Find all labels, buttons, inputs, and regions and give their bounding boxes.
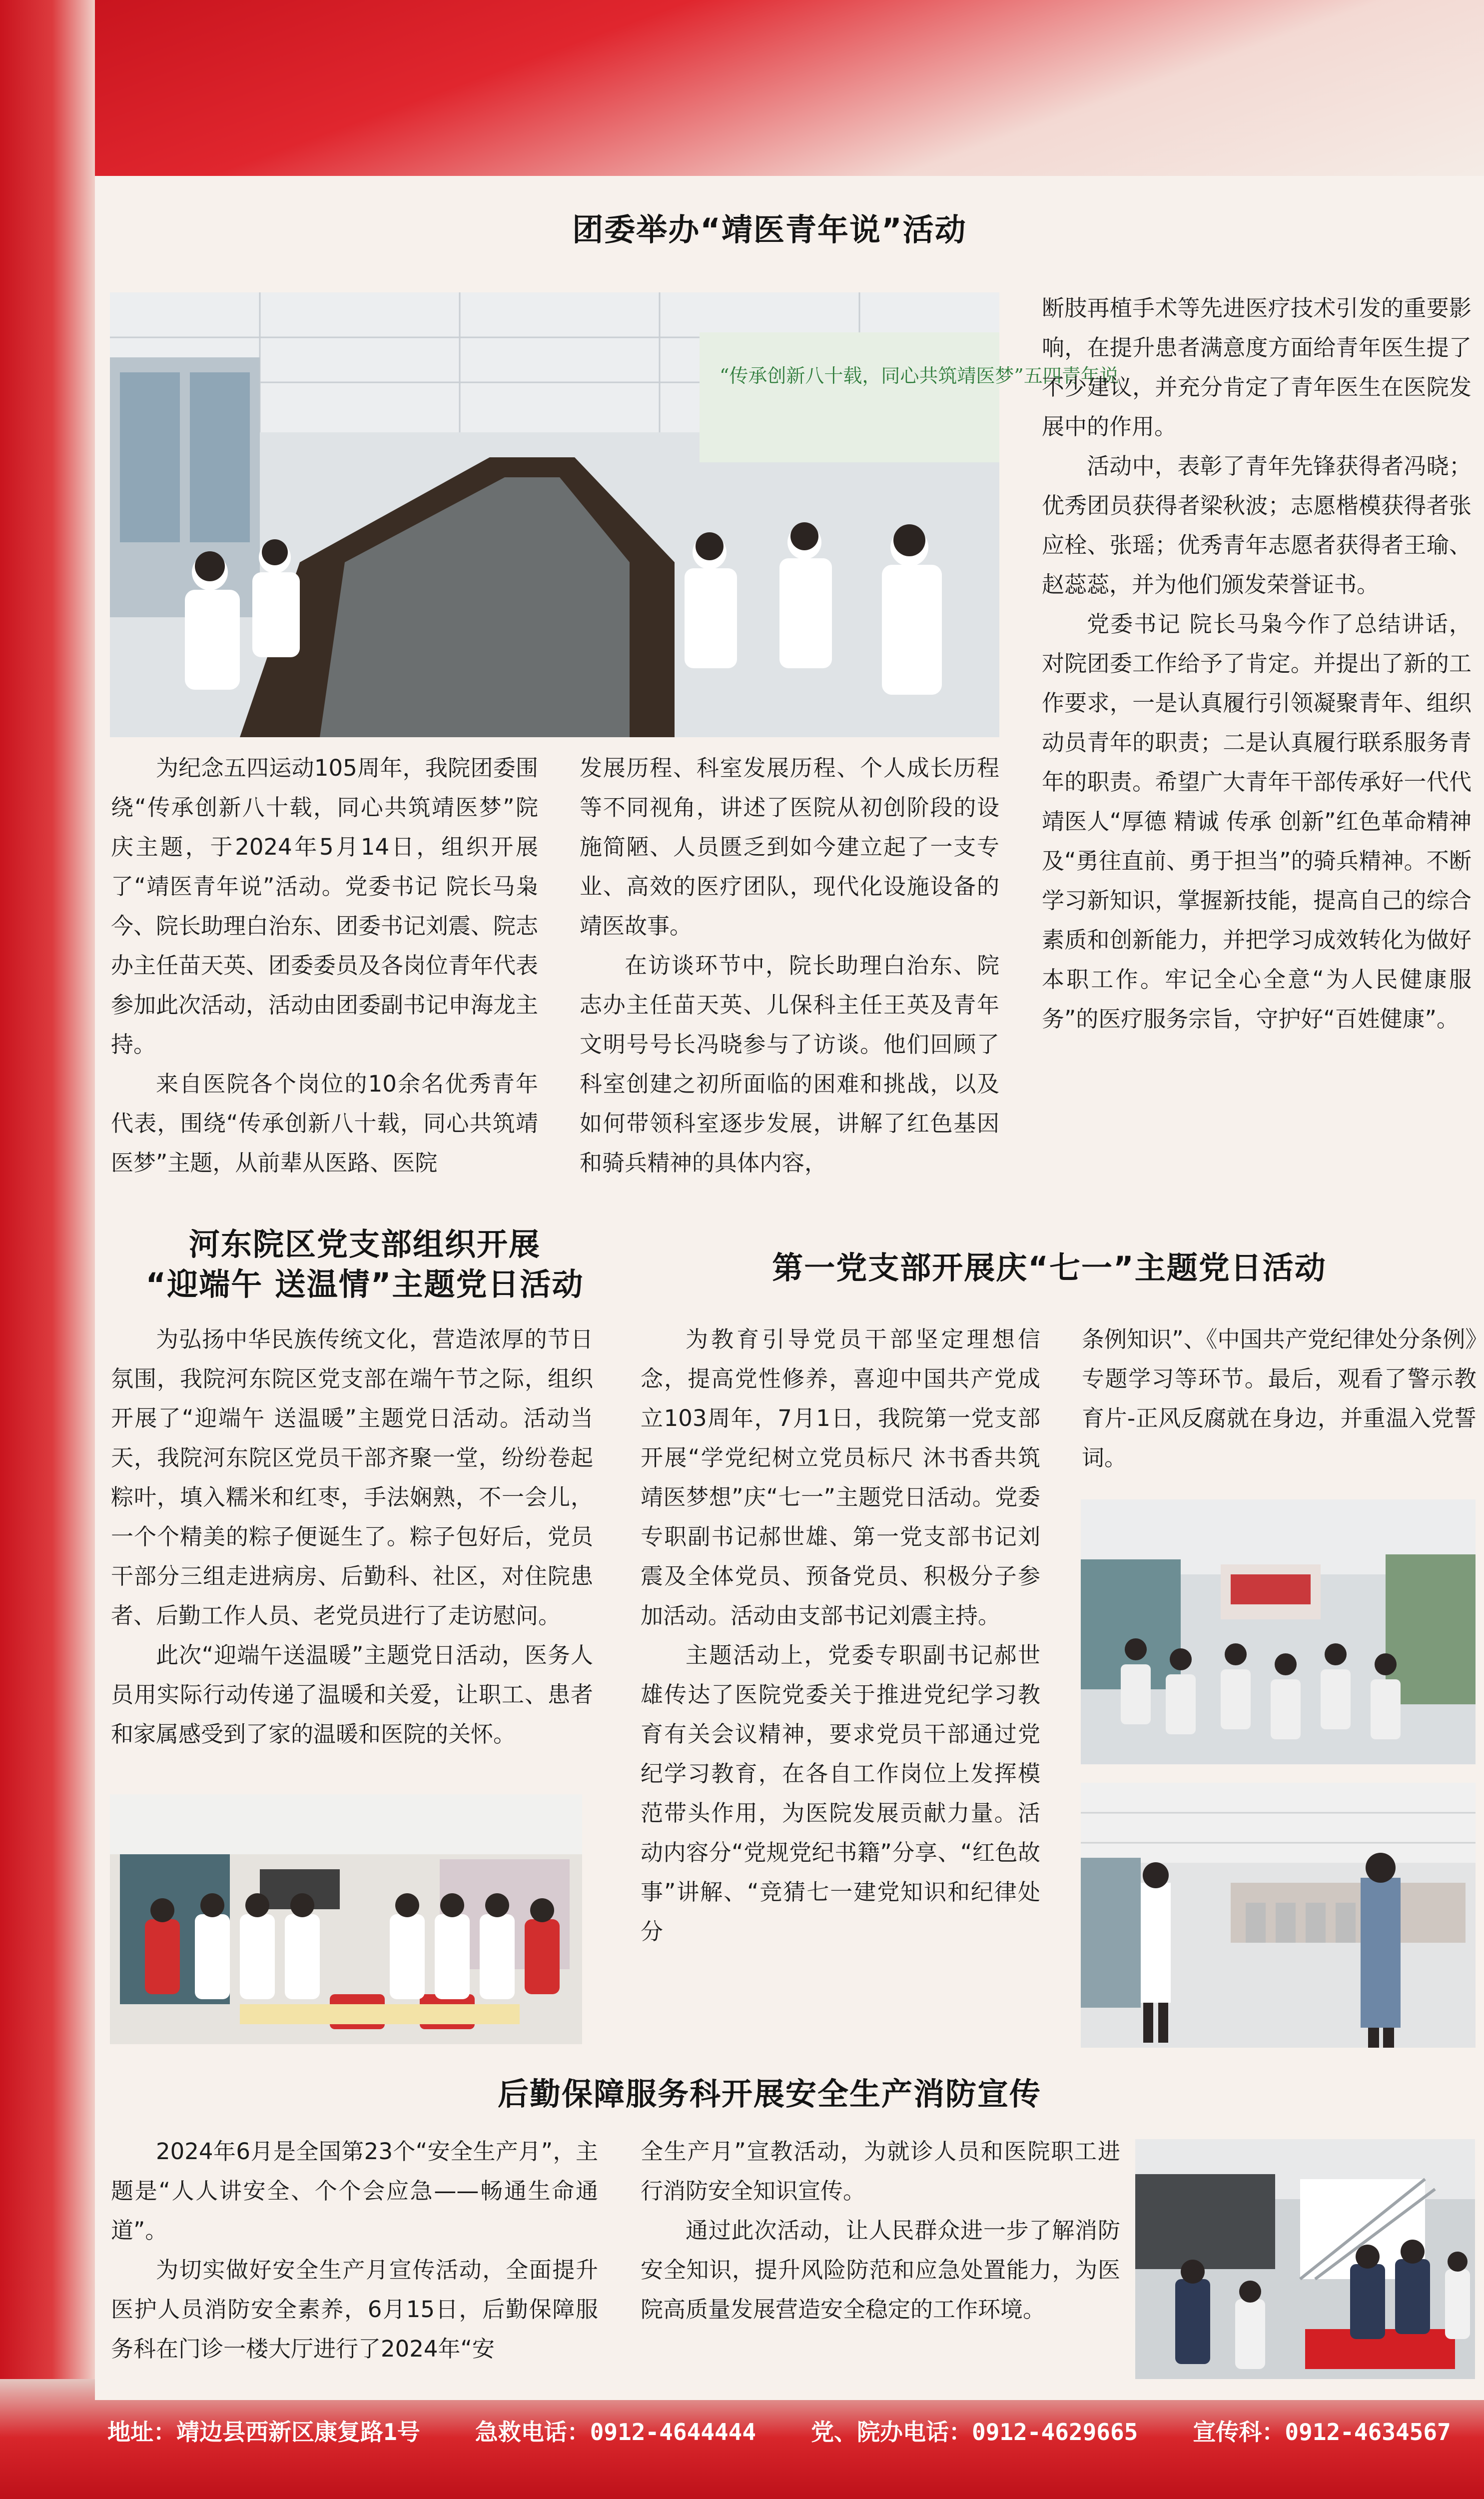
paragraph: 全生产月”宣教活动，为就诊人员和医院职工进行消防安全知识宣传。: [641, 2138, 1120, 2204]
article1-column-1: [111, 748, 538, 1183]
article1-title: 团委举办“靖医青年说”活动: [572, 211, 967, 248]
article1-photo-meeting: [110, 292, 1119, 737]
paragraph: 断肢再植手术等先进医疗技术引发的重要影响，在提升患者满意度方面给青年医生提了不少建议，并充分肯定了青年医生在医院发展中的作用。: [1042, 295, 1472, 440]
left-red-border: [0, 0, 95, 2499]
paragraph: 发展历程、科室发展历程、个人成长历程等不同视角，讲述了医院从初创阶段的设施简陋、人员匮乏到如今建立起了一支专业、高效的医疗团队，现代化设施设备的靖医故事。: [580, 755, 999, 939]
footer-office-phone: 党、院办电话：0912-4629665: [811, 2419, 1138, 2446]
paragraph: 为纪念五四运动105周年，我院团委围绕“传承创新八十载，同心共筑靖医梦”院庆主题，于2024年5月14日，组织开展了“靖医青年说”活动。党委书记 院长马枭今、院长助理白治东、团委书记刘震、院志办主任苗天英、团委委员及各岗位青年代表参加此次活动，活动由团委副书记申海龙主持。: [111, 755, 539, 1058]
paragraph: 通过此次活动，让人民群众进一步了解消防安全知识，提升风险防范和应急处置能力，为医院高质量发展营造安全稳定的工作环境。: [641, 2217, 1120, 2323]
banner-text: “传承创新八十载，同心共筑靖医梦”五四青年说: [720, 365, 1119, 387]
article3-photo-oath: [1081, 1783, 1476, 2048]
article4-column-1: [111, 2132, 598, 2369]
footer-address: 地址：靖边县西新区康复路1号: [107, 2419, 420, 2446]
footer-contact-bar: [107, 2414, 1484, 2454]
paragraph: 活动中，表彰了青年先锋获得者冯晓；优秀团员获得者梁秋波；志愿楷模获得者张应栓、张瑶；优秀青年志愿者获得者王瑜、赵蕊蕊，并为他们颁发荣誉证书。: [1042, 453, 1472, 598]
article3-column-2: [1082, 1319, 1477, 1477]
paragraph: 为教育引导党员干部坚定理想信念，提高党性修养，喜迎中国共产党成立103周年，7月1日，我院第一党支部开展“学党纪树立党员标尺 沐书香共筑靖医梦想”庆“七一”主题党日活动。党委专职副书记郝世雄、第一党支部书记刘震及全体党员、预备党员、积极分子参加活动。活动由支部书记刘震主持。: [641, 1326, 1040, 1629]
paragraph: 来自医院各个岗位的10余名优秀青年代表，围绕“传承创新八十载，同心共筑靖医梦”主题，从前辈从医路、医院: [111, 1071, 538, 1176]
paragraph: 此次“迎端午送温暖”主题党日活动，医务人员用实际行动传递了温暖和关爱，让职工、患者和家属感受到了家的温暖和医院的关怀。: [111, 1642, 593, 1747]
article2-title-line2: “迎端午 送温情”主题党日活动: [145, 1266, 584, 1302]
article2-title: [110, 1225, 620, 1304]
footer-emergency-phone: 急救电话：0912-4644444: [475, 2419, 756, 2446]
article3-column-1: [641, 1319, 1040, 1951]
paragraph: 在访谈环节中，院长助理白治东、院志办主任苗天英、儿保科主任王英及青年文明号号长冯晓参与了访谈。他们回顾了科室创建之初所面临的困难和挑战，以及如何带领科室逐步发展，讲解了红色基因和骑兵精神的具体内容，: [580, 952, 999, 1176]
article2-body: [111, 1319, 593, 1754]
article3-photo-study: [1081, 1499, 1476, 1764]
article4-column-2: [641, 2132, 1120, 2329]
article1-column-3: [1042, 288, 1472, 1039]
article4-title: 后勤保障服务科开展安全生产消防宣传: [497, 2076, 1041, 2112]
paragraph: 条例知识”、《中国共产党纪律处分条例》专题学习等环节。最后，观看了警示教育片-正风反腐就在身边，并重温入党誓词。: [1082, 1326, 1477, 1471]
article3-title: 第一党支部开展庆“七一”主题党日活动: [772, 1250, 1327, 1286]
paragraph: 2024年6月是全国第23个“安全生产月”，主题是“人人讲安全、个个会应急——畅通生命通道”。: [111, 2138, 598, 2244]
header-red-ribbon: [0, 0, 1484, 180]
article2-photo-group: [110, 1794, 582, 2044]
paragraph: 为弘扬中华民族传统文化，营造浓厚的节日氛围，我院河东院区党支部在端午节之际，组织开展了“迎端午 送温暖”主题党日活动。活动当天，我院河东院区党员干部齐聚一堂，纷纷卷起粽叶，填入糯米和红枣，手法娴熟，不一会儿，一个个精美的粽子便诞生了。粽子包好后，党员干部分三组走进病房、后勤科、社区，对住院患者、后勤工作人员、老党员进行了走访慰问。: [111, 1326, 593, 1629]
footer-publicity-phone: 宣传科：0912-4634567: [1193, 2419, 1451, 2446]
article2-title-line1: 河东院区党支部组织开展: [188, 1226, 541, 1262]
paragraph: 党委书记 院长马枭今作了总结讲话，对院团委工作给予了肯定。并提出了新的工作要求，一是认真履行引领凝聚青年、组织动员青年的职责；二是认真履行联系服务青年的职责。希望广大青年干部传承好一代代靖医人“厚德 精诚 传承 创新”红色革命精神及“勇往直前、勇于担当”的骑兵精神。不断学习新知识，掌握新技能，提高自己的综合素质和创新能力，并把学习成效转化为做好本职工作。牢记全心全意“为人民健康服务”的医疗服务宗旨，守护好“百姓健康”。: [1042, 611, 1472, 1032]
paragraph: 为切实做好安全生产月宣传活动，全面提升医护人员消防安全素养，6月15日，后勤保障服务科在门诊一楼大厅进行了2024年“安: [111, 2257, 598, 2362]
article1-column-2: [580, 748, 999, 1183]
article4-photo-fire-safety: [1135, 2139, 1475, 2379]
paragraph: 主题活动上，党委专职副书记郝世雄传达了医院党委关于推进党纪学习教育有关会议精神，要求党员干部通过党纪学习教育，在各自工作岗位上发挥模范带头作用，为医院发展贡献力量。活动内容分“党规党纪书籍”分享、“红色故事”讲解、“竞猜七一建党知识和纪律处分: [641, 1642, 1040, 1945]
